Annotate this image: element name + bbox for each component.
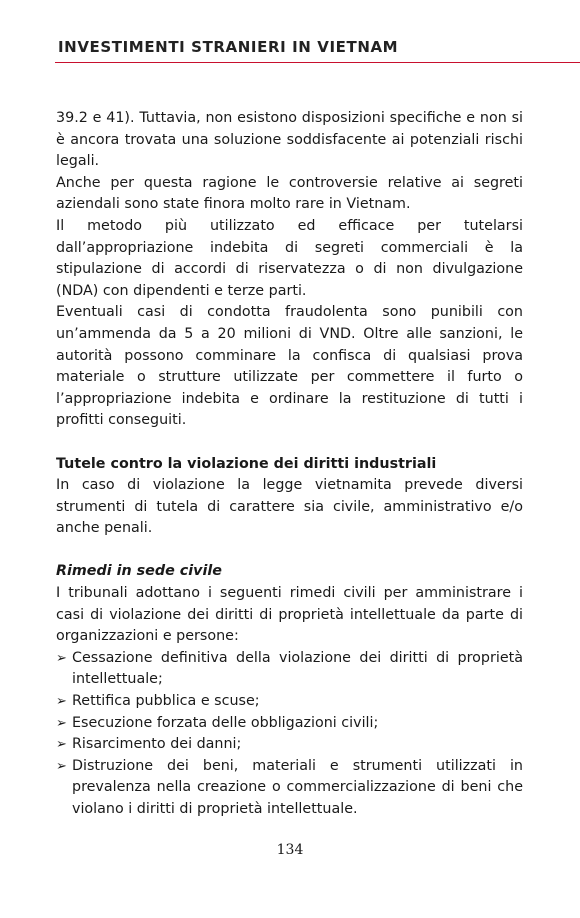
arrow-bullet-icon: ➢ (56, 737, 67, 753)
header-rule (55, 62, 580, 63)
paragraph-industrial-rights: In caso di violazione la legge vietnamita prevede diversi strumenti di tutela di carattere sia civile, amministrativo e/o anche penali. (56, 477, 523, 537)
list-item (56, 756, 523, 821)
spacer (56, 540, 523, 562)
running-header: INVESTIMENTI STRANIERI IN VIETNAM (58, 38, 399, 56)
list-item-text: Esecuzione forzata delle obbligazioni civili; (72, 714, 379, 731)
arrow-bullet-icon: ➢ (56, 715, 67, 731)
paragraph-nda: Il metodo più utilizzato ed efficace per tutelarsi dall’appropriazione indebita di segreti commerciali è la stipulazione di accordi di riservatezza o di non divulgazione (NDA) con dipendenti e terze parti. (56, 217, 523, 299)
civil-remedies-list (56, 648, 523, 821)
list-item-text: Distruzione dei beni, materiali e strumenti utilizzati in prevalenza nella creazione o commercializzazione di beni che violano i diritti di proprietà intellettuale. (72, 757, 523, 817)
list-item (56, 648, 523, 691)
arrow-bullet-icon: ➢ (56, 694, 67, 710)
page-number: 134 (276, 842, 304, 858)
list-item-text: Risarcimento dei danni; (72, 736, 242, 753)
section-heading-civil-remedies: Rimedi in sede civile (56, 563, 222, 580)
list-item (56, 734, 523, 756)
spacer (56, 432, 523, 454)
list-item (56, 691, 523, 713)
arrow-bullet-icon: ➢ (56, 758, 67, 774)
list-item-text: Cessazione definitiva della violazione dei diritti di proprietà intellettuale; (72, 649, 523, 688)
page-body (56, 108, 523, 821)
paragraph-sanctions: Eventuali casi di condotta fraudolenta sono punibili con un’ammenda da 5 a 20 milioni di VND. Oltre alle sanzioni, le autorità possono comminare la confisca di qualsiasi prova materiale o strutture utilizzate per commettere il furto o l’appropriazione indebita e ordinare la restituzione di tutti i profitti conseguiti. (56, 304, 523, 429)
paragraph-civil-remedies-intro: I tribunali adottano i seguenti rimedi civili per amministrare i casi di violazione dei diritti di proprietà intellettuale da parte di organizzazioni e persone: (56, 585, 523, 645)
paragraph-trade-secret-disputes: Anche per questa ragione le controversie relative ai segreti aziendali sono state finora molto rare in Vietnam. (56, 174, 523, 213)
list-item (56, 713, 523, 735)
arrow-bullet-icon: ➢ (56, 650, 67, 666)
paragraph-legal-risks: 39.2 e 41). Tuttavia, non esistono disposizioni specifiche e non si è ancora trovata una soluzione soddisfacente ai potenziali rischi legali. (56, 110, 523, 170)
list-item-text: Rettifica pubblica e scuse; (72, 693, 260, 710)
section-heading-industrial-rights: Tutele contro la violazione dei diritti industriali (56, 455, 437, 472)
